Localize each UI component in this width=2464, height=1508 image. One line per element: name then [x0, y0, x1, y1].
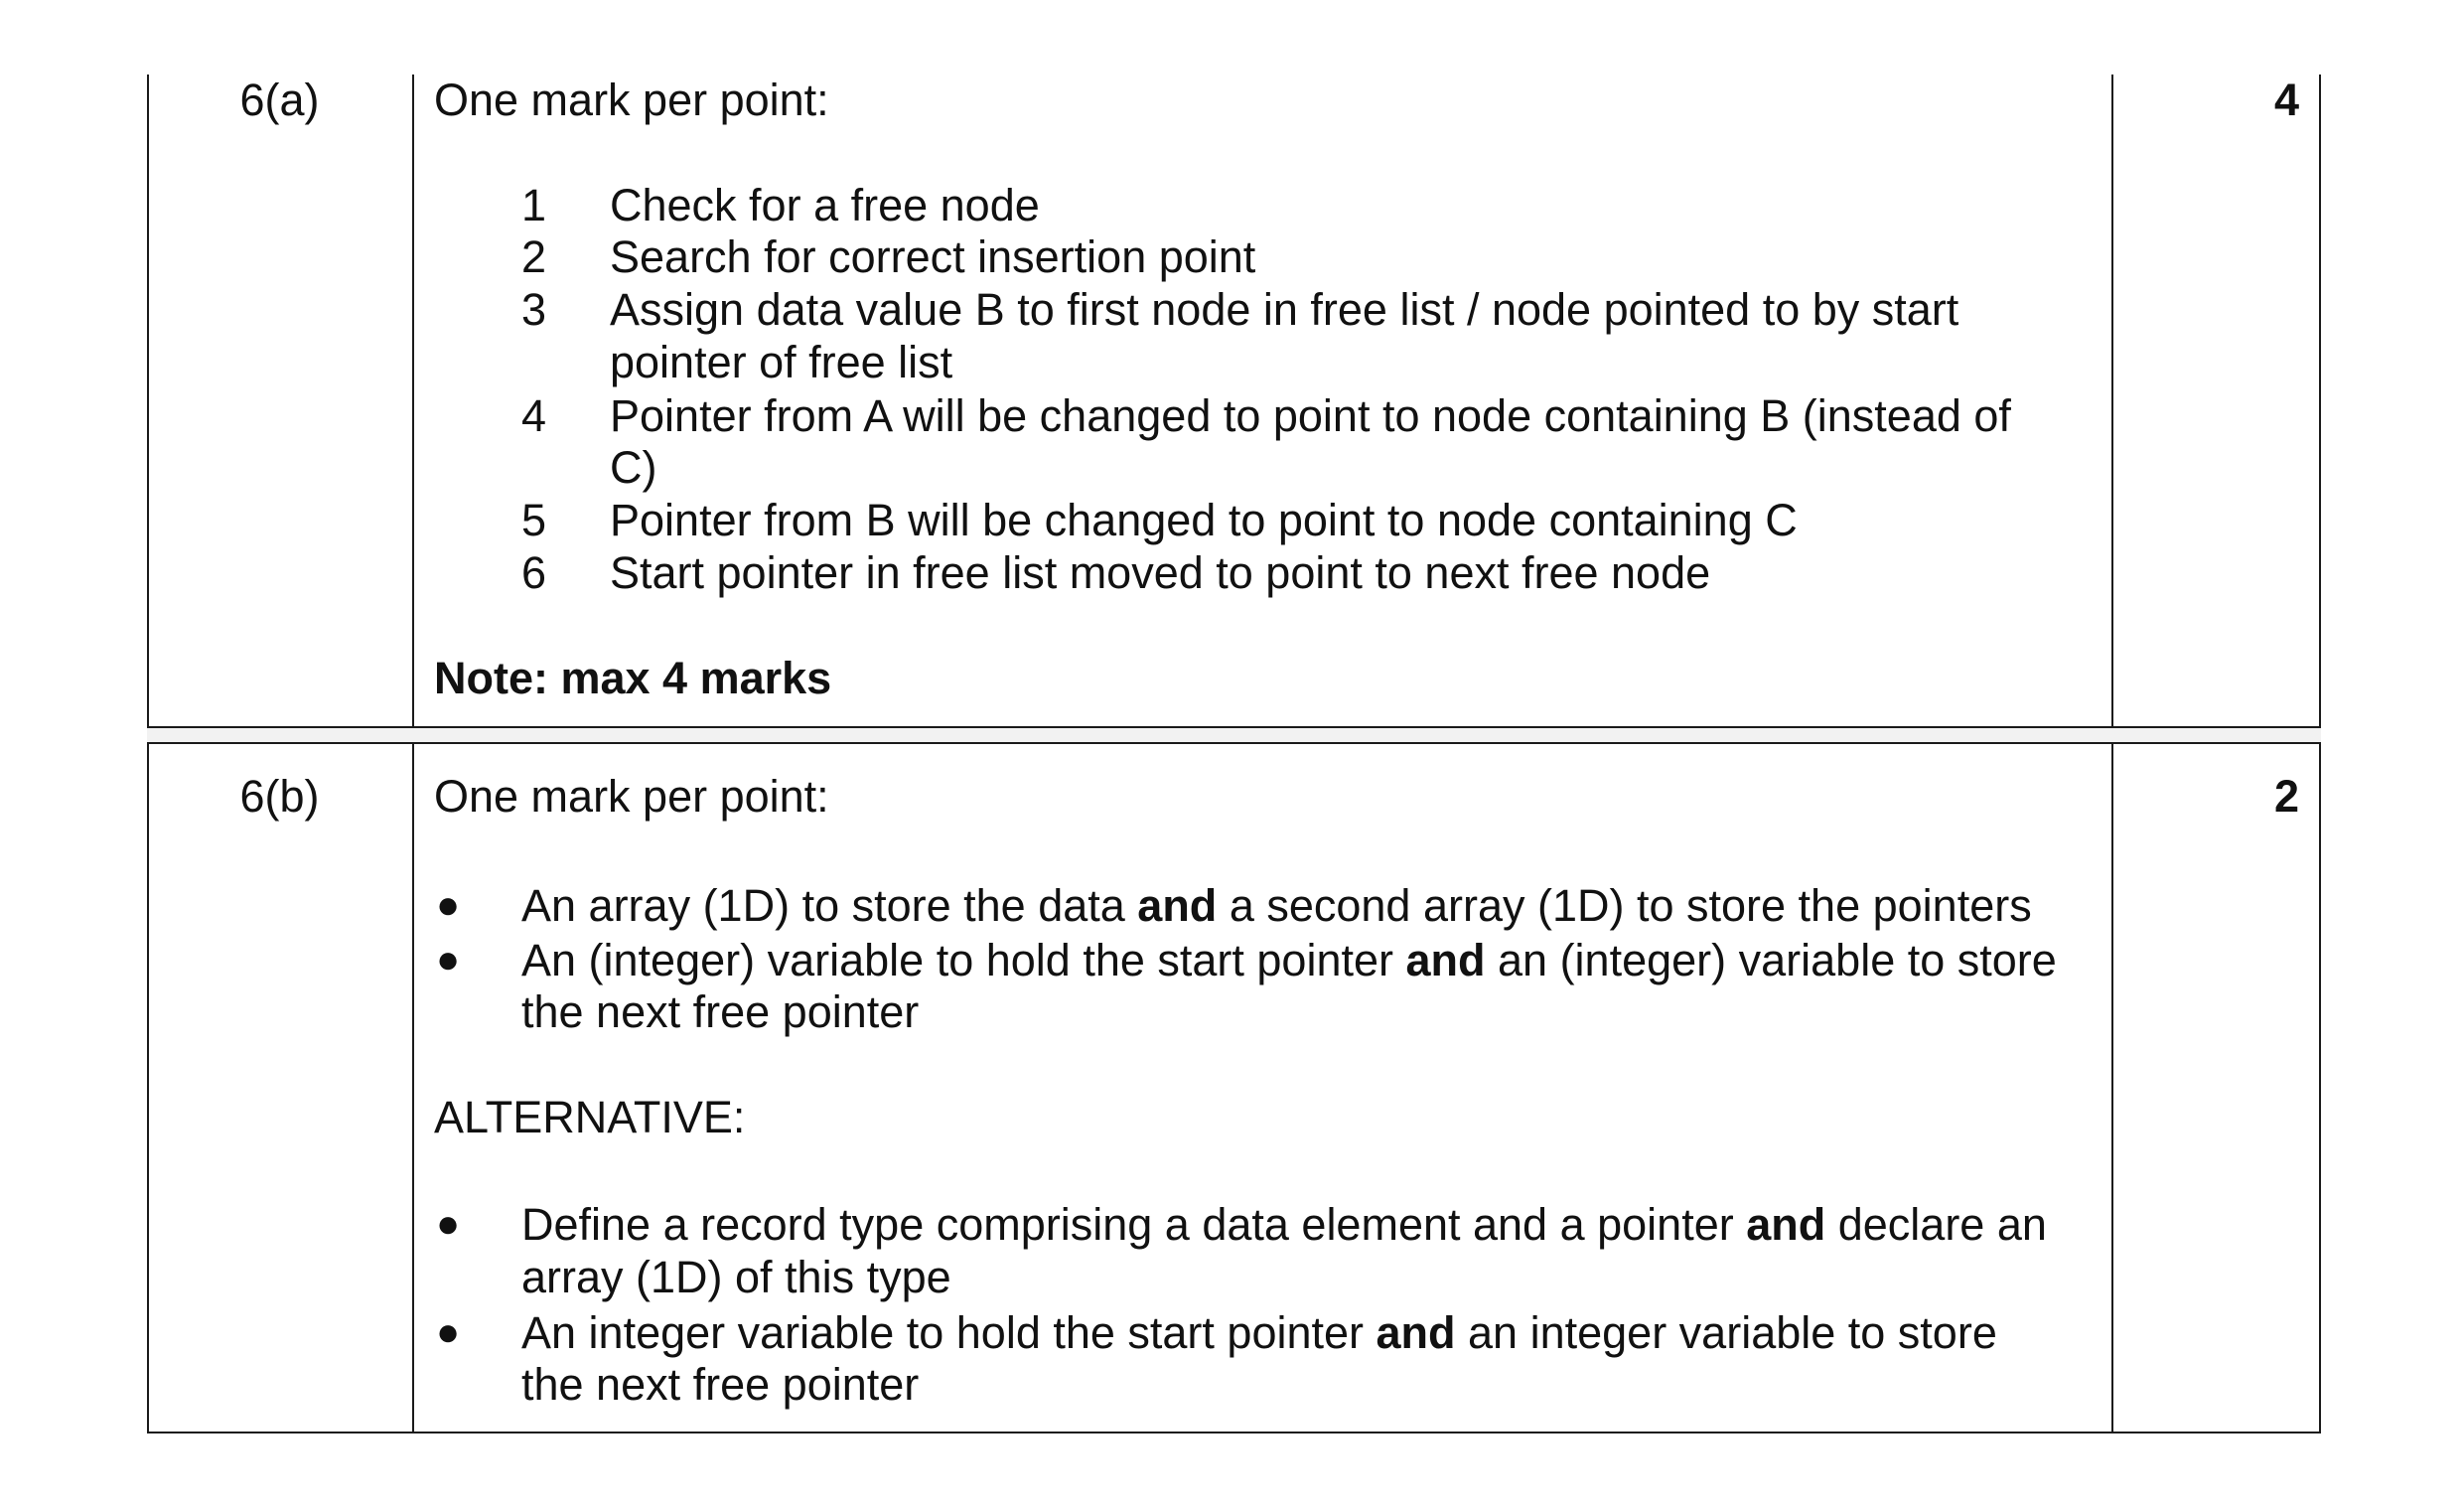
bullet-icon: ●	[436, 883, 461, 927]
point-text: Check for a free node	[610, 180, 1040, 230]
row-separator-bottom	[147, 742, 2321, 744]
point-text: Start pointer in free list moved to point to next free node	[610, 547, 1711, 598]
bullet-text: array (1D) of this type	[521, 1252, 951, 1302]
point-text: Search for correct insertion point	[610, 231, 1256, 282]
question-number-6a: 6(a)	[239, 75, 320, 125]
alternative-label: ALTERNATIVE:	[434, 1092, 746, 1142]
bullet-text: An integer variable to hold the start pointer and an integer variable to store	[521, 1307, 1997, 1358]
table-bottom-border	[147, 1432, 2321, 1433]
intro-6b: One mark per point:	[434, 771, 829, 822]
table-left-border	[147, 75, 149, 1433]
bullet-text: the next free pointer	[521, 1359, 920, 1410]
intro-6a: One mark per point:	[434, 75, 829, 125]
bullet-text: An (integer) variable to hold the start pointer and an (integer) variable to store	[521, 935, 2057, 985]
row-separator-band	[147, 728, 2321, 743]
marks-6b: 2	[2273, 771, 2299, 822]
point-number: 1	[520, 180, 546, 230]
point-text: pointer of free list	[610, 337, 953, 387]
point-text: Pointer from A will be changed to point to node containing B (instead of	[610, 390, 2011, 441]
table-right-border	[2319, 75, 2321, 1433]
marks-column-divider	[2111, 75, 2113, 1433]
point-number: 2	[520, 231, 546, 282]
bullet-icon: ●	[436, 1310, 461, 1354]
question-number-6b: 6(b)	[239, 771, 320, 822]
bullet-icon: ●	[436, 1202, 461, 1246]
point-number: 3	[520, 284, 546, 335]
point-text: Pointer from B will be changed to point to node containing C	[610, 495, 1798, 545]
point-text: C)	[610, 442, 657, 493]
bullet-icon: ●	[436, 938, 461, 981]
bullet-text: Define a record type comprising a data element and a pointer and declare an	[521, 1199, 2047, 1250]
bullet-text: An array (1D) to store the data and a second array (1D) to store the pointers	[521, 880, 2032, 931]
question-column-divider	[412, 75, 414, 1433]
bullet-text: the next free pointer	[521, 986, 920, 1037]
point-text: Assign data value B to first node in free list / node pointed to by start	[610, 284, 1959, 335]
point-number: 6	[520, 547, 546, 598]
row-separator-top	[147, 726, 2321, 728]
marks-6a: 4	[2273, 75, 2299, 125]
note-6a: Note: max 4 marks	[434, 653, 832, 703]
point-number: 4	[520, 390, 546, 441]
point-number: 5	[520, 495, 546, 545]
